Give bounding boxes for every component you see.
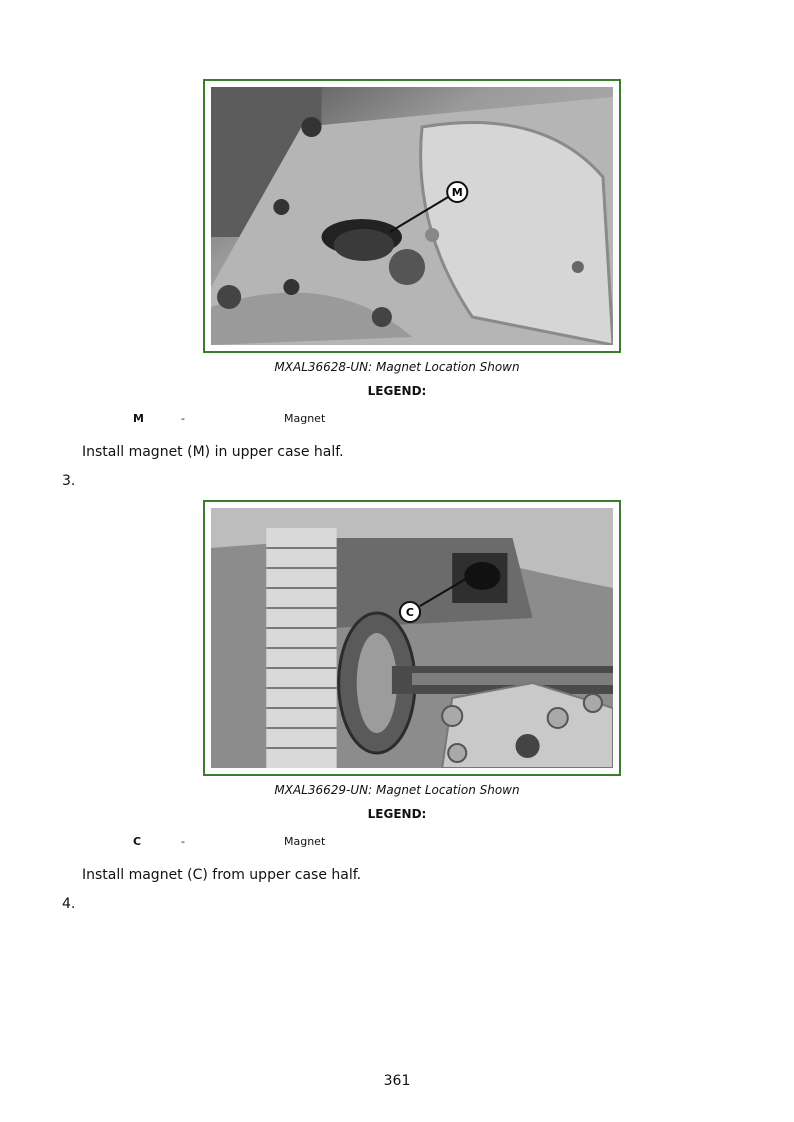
figure-caption-2: MXAL36629-UN: Magnet Location Shown [274,783,520,797]
instruction-1: Install magnet (M) in upper case half. [82,444,344,460]
legend-dash: - [181,835,185,848]
page-number: 361 [383,1073,411,1089]
legend-title-1: LEGEND: [367,384,427,398]
legend-desc: Magnet [284,835,326,848]
legend-row-c [0,835,794,851]
figure-caption-1: MXAL36628-UN: Magnet Location Shown [274,360,520,374]
photo-upper-case-half [211,87,613,345]
callout-m-label: M [451,186,463,199]
figure-magnet-c [203,500,621,776]
callout-c-label: C [405,606,415,619]
figure-magnet-m [203,79,621,353]
legend-key: C [133,835,142,848]
legend-row-m [0,412,794,428]
legend-key: M [133,412,144,425]
instruction-2: Install magnet (C) from upper case half. [82,867,362,883]
legend-title-2: LEGEND: [367,807,427,821]
step-number-3: 3. [62,473,76,489]
step-number-4: 4. [62,896,76,912]
photo-gear-case [211,508,613,768]
legend-desc: Magnet [284,412,326,425]
legend-dash: - [181,412,185,425]
